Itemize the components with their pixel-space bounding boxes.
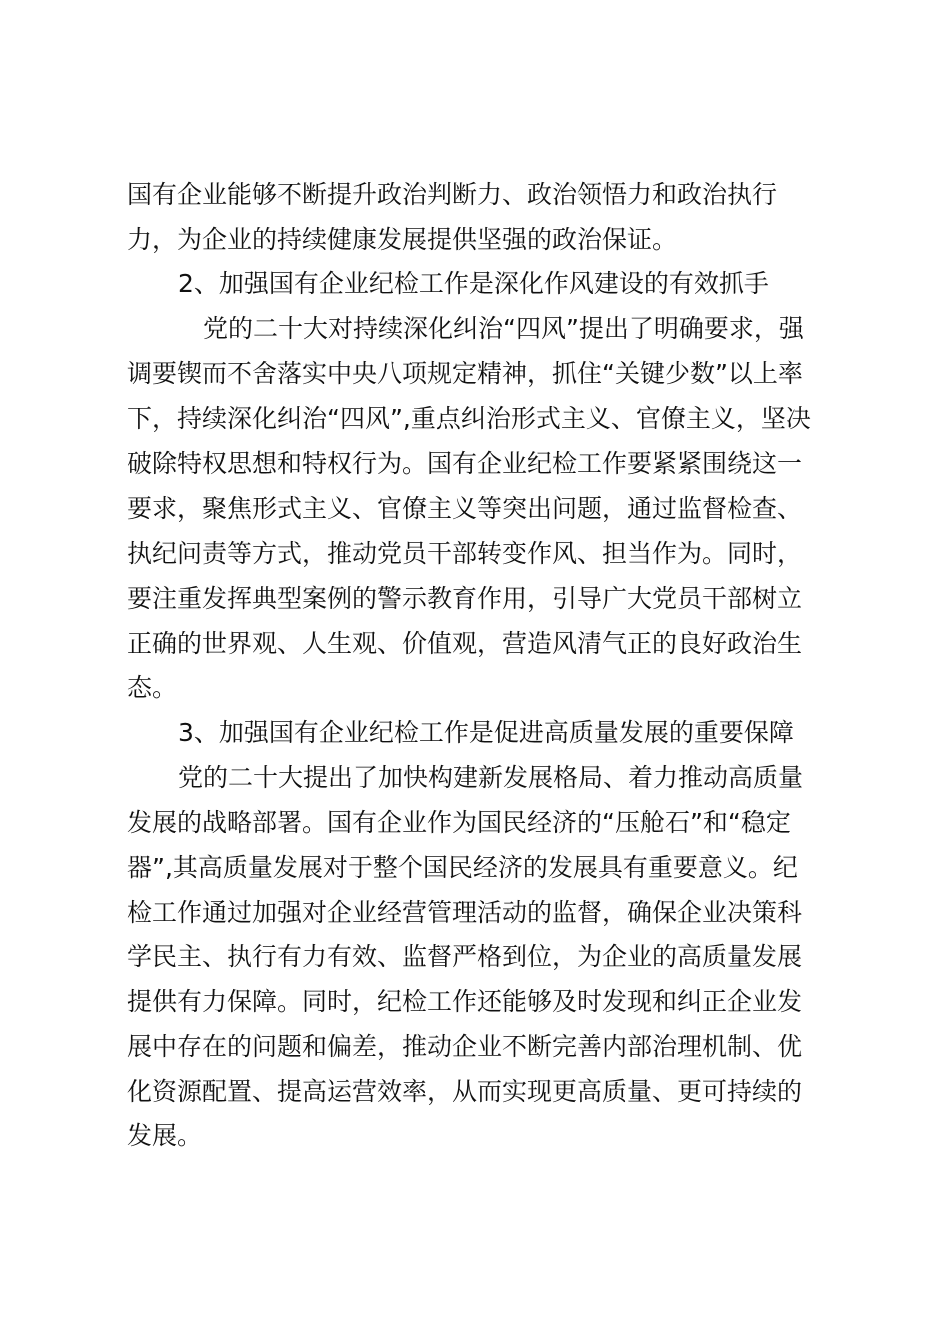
text-line: 正确的世界观、人生观、价值观，营造风清气正的良好政治生 [127, 629, 803, 658]
text-line: 国有企业能够不断提升政治判断力、政治领悟力和政治执行 [127, 180, 778, 209]
text-line: 发展的战略部署。国有企业作为国民经济的“压舱石”和“稳定 [127, 808, 791, 837]
text-line: 提供有力保障。同时，纪检工作还能够及时发现和纠正企业发 [127, 987, 803, 1016]
text-line: 调要锲而不舍落实中央八项规定精神，抓住“关键少数”以上率 [127, 359, 803, 388]
text-line: 展中存在的问题和偏差，推动企业不断完善内部治理机制、优 [127, 1032, 803, 1061]
text-line: 下，持续深化纠治“四风”,重点纠治形式主义、官僚主义，坚决 [127, 404, 811, 433]
text-line: 器”,其高质量发展对于整个国民经济的发展具有重要意义。纪 [127, 853, 798, 882]
text-line: 破除特权思想和特权行为。国有企业纪检工作要紧紧围绕这一 [127, 449, 803, 478]
text-line: 党的二十大提出了加快构建新发展格局、着力推动高质量 [178, 763, 804, 792]
text-line: 要求，聚焦形式主义、官僚主义等突出问题，通过监督检查、 [127, 494, 803, 523]
text-line: 要注重发挥典型案例的警示教育作用，引导广大党员干部树立 [127, 584, 803, 613]
section-heading: 2、加强国有企业纪检工作是深化作风建设的有效抓手 [178, 269, 769, 298]
text-line: 力，为企业的持续健康发展提供坚强的政治保证。 [127, 225, 678, 254]
text-line: 检工作通过加强对企业经营管理活动的监督，确保企业决策科 [127, 898, 803, 927]
text-line: 学民主、执行有力有效、监督严格到位，为企业的高质量发展 [127, 942, 803, 971]
text-line: 党的二十大对持续深化纠治“四风”提出了明确要求，强 [203, 314, 804, 343]
text-line: 发展。 [127, 1121, 203, 1150]
text-line: 执纪问责等方式，推动党员干部转变作风、担当作为。同时， [127, 539, 803, 568]
section-heading: 3、加强国有企业纪检工作是促进高质量发展的重要保障 [178, 718, 794, 747]
text-line: 化资源配置、提高运营效率，从而实现更高质量、更可持续的 [127, 1077, 803, 1106]
text-line: 态。 [127, 673, 178, 702]
